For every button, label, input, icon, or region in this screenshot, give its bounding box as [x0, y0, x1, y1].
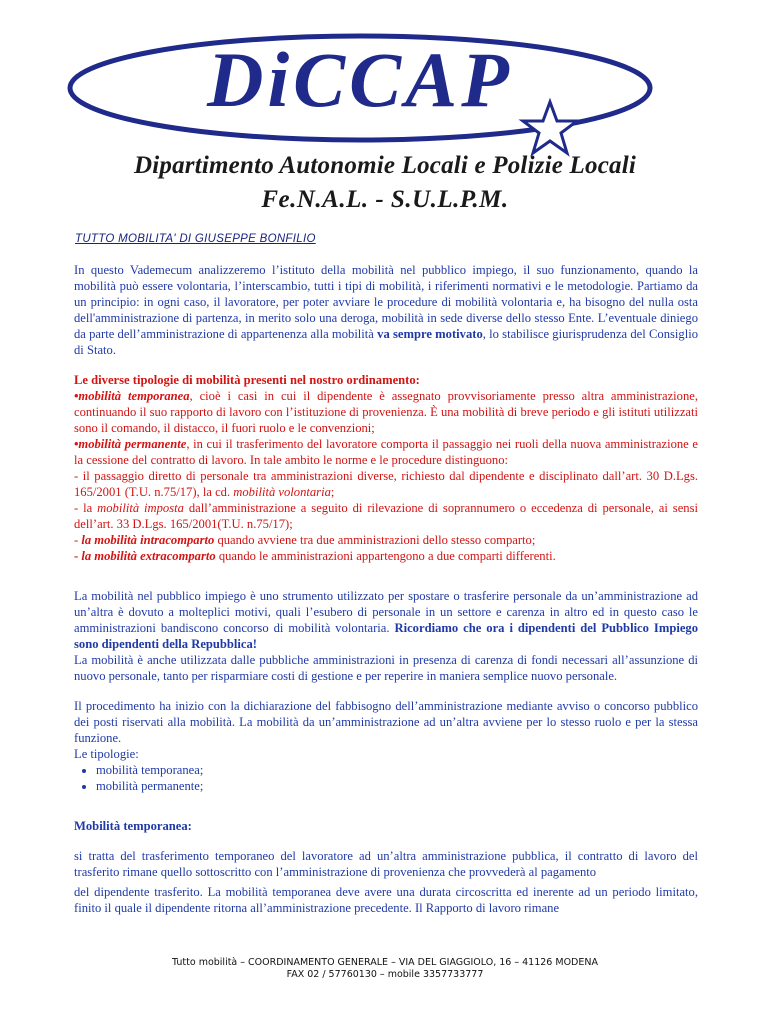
- logo-text: DiCCAP: [207, 36, 513, 123]
- intro-emphasis: va sempre motivato: [377, 327, 483, 341]
- temp-mobility-heading: Mobilità temporanea:: [74, 819, 192, 833]
- list-item: • mobilità temporanea;: [96, 762, 698, 778]
- extracomparto-item: - la mobilità extracomparto quando le amministrazioni appartengono a due comparti differenti.: [74, 549, 556, 563]
- overview-paragraph: La mobilità nel pubblico impiego è uno strumento utilizzato per spostare o trasferire personale da un’amministrazione ad un’altra è dovuto a molteplici motivi, quali l’esubero di personale in un settore e carenza in altro ed in questo caso le amministrazioni bandiscono concorso di mobilità volontaria. Ricordiamo che ora i dipendenti del Pubblico Impiego sono dipendenti della Repubblica!: [74, 589, 699, 651]
- temp-mobility-item: •mobilità temporanea, cioè i casi in cui il dipendente è assegnato provvisoriamente presso altra amministrazione, continuando il suo rapporto di lavoro con l’istituzione di provenienza. È una mobilità di breve periodo e gli istituti utilizzati sono il comando, il distacco, il fuori ruolo e le convenzioni;: [74, 389, 698, 435]
- diccap-logo: [60, 10, 680, 160]
- union-title: Fe.N.A.L. - S.U.L.P.M.: [261, 186, 509, 213]
- document-title: TUTTO MOBILITA' DI GIUSEPPE BONFILIO: [75, 233, 316, 245]
- list-item: • mobilità permanente;: [96, 778, 698, 794]
- page-footer: [0, 957, 770, 981]
- temp-mobility-section: [74, 818, 698, 916]
- procedure-section: [74, 698, 698, 794]
- mobility-overview: [74, 588, 698, 684]
- overview-paragraph-2: La mobilità è anche utilizzata dalle pubbliche amministrazioni in presenza di carenza di fondi necessari all’assunzione di nuovo personale, tanto per risparmiare costi di gestione e per reperire in maniera semplice nuovo personale.: [74, 653, 698, 683]
- imposta-item: - la mobilità imposta dall’amministrazione a seguito di rilevazione di soprannumero o eccedenza di personale, ai sensi dell’art. 33 D.Lgs. 165/2001(T.U. n.75/17);: [74, 501, 698, 531]
- procedure-paragraph: Il procedimento ha inizio con la dichiarazione del fabbisogno dell’amministrazione mediante avviso o concorso pubblico dei posti riservati alla mobilità. La mobilità da un’amministrazione ad un’altra avviene per lo stesso ruolo e per la stessa funzione.: [74, 699, 698, 745]
- intro-paragraph: In questo Vademecum analizzeremo l’istituto della mobilità nel pubblico impiego, il suo funzionamento, quando la mobilità può essere volontaria, l’interscambio, tutti i tipi di mobilità, i riferimenti normativi e le metodologie. Partiamo da un principio: in ogni caso, il lavoratore, per poter avviare le procedure di mobilità volontaria e, ha bisogno del nulla osta dell'amministrazione di partenza, in merito solo una deroga, mobilità in sede diverse dello stesso Ente. L’eventuale diniego da parte dell’amministrazione di appartenenza alla mobilità va sempre motivato, lo stabilisce giurisprudenza del Consiglio di Stato.: [74, 263, 698, 357]
- department-title: Dipartimento Autonomie Locali e Polizie Locali: [134, 152, 636, 179]
- tipologie-list: [74, 762, 698, 794]
- types-heading: Le diverse tipologie di mobilità presenti nel nostro ordinamento:: [74, 373, 420, 387]
- footer-address: Tutto mobilità – COORDINAMENTO GENERALE – VIA DEL GIAGGIOLO, 16 – 41126 MODENA: [172, 957, 598, 968]
- types-section: [74, 372, 698, 564]
- volontaria-item: - il passaggio diretto di personale tra amministrazioni diverse, richiesto dal dipendente e disciplinato dall’art. 30 D.Lgs. 165/2001 (T.U. n.75/17), la cd. mobilità volontaria;: [74, 469, 698, 499]
- overview-emphasis: Ricordiamo che ora i dipendenti del Pubblico Impiego sono dipendenti della Repubblica!: [74, 621, 699, 651]
- temp-mobility-paragraph-2: del dipendente trasferito. La mobilità temporanea deve avere una durata circoscritta ed inerente ad un periodo limitato, finito il quale il dipendente ritorna all’amministrazione precedente. Il Rapporto di lavoro rimane: [74, 885, 698, 915]
- tipologie-label: Le tipologie:: [74, 747, 139, 761]
- document-body: [74, 262, 698, 916]
- perm-mobility-item: •mobilità permanente, in cui il trasferimento del lavoratore comporta il passaggio nei ruoli della nuova amministrazione e la cessione del contratto di lavoro. In tale ambito le norme e le procedure distinguono:: [74, 437, 699, 467]
- temp-mobility-paragraph: si tratta del trasferimento temporaneo del lavoratore ad un’altra amministrazione pubblica, il contratto di lavoro del trasferito rimane quello sottoscritto con l’amministrazione di provenienza che provvederà al pagamento: [74, 849, 698, 879]
- footer-contacts: FAX 02 / 57760130 – mobile 3357733777: [286, 969, 484, 980]
- intracomparto-item: - la mobilità intracomparto quando avviene tra due amministrazioni dello stesso comparto;: [74, 533, 536, 547]
